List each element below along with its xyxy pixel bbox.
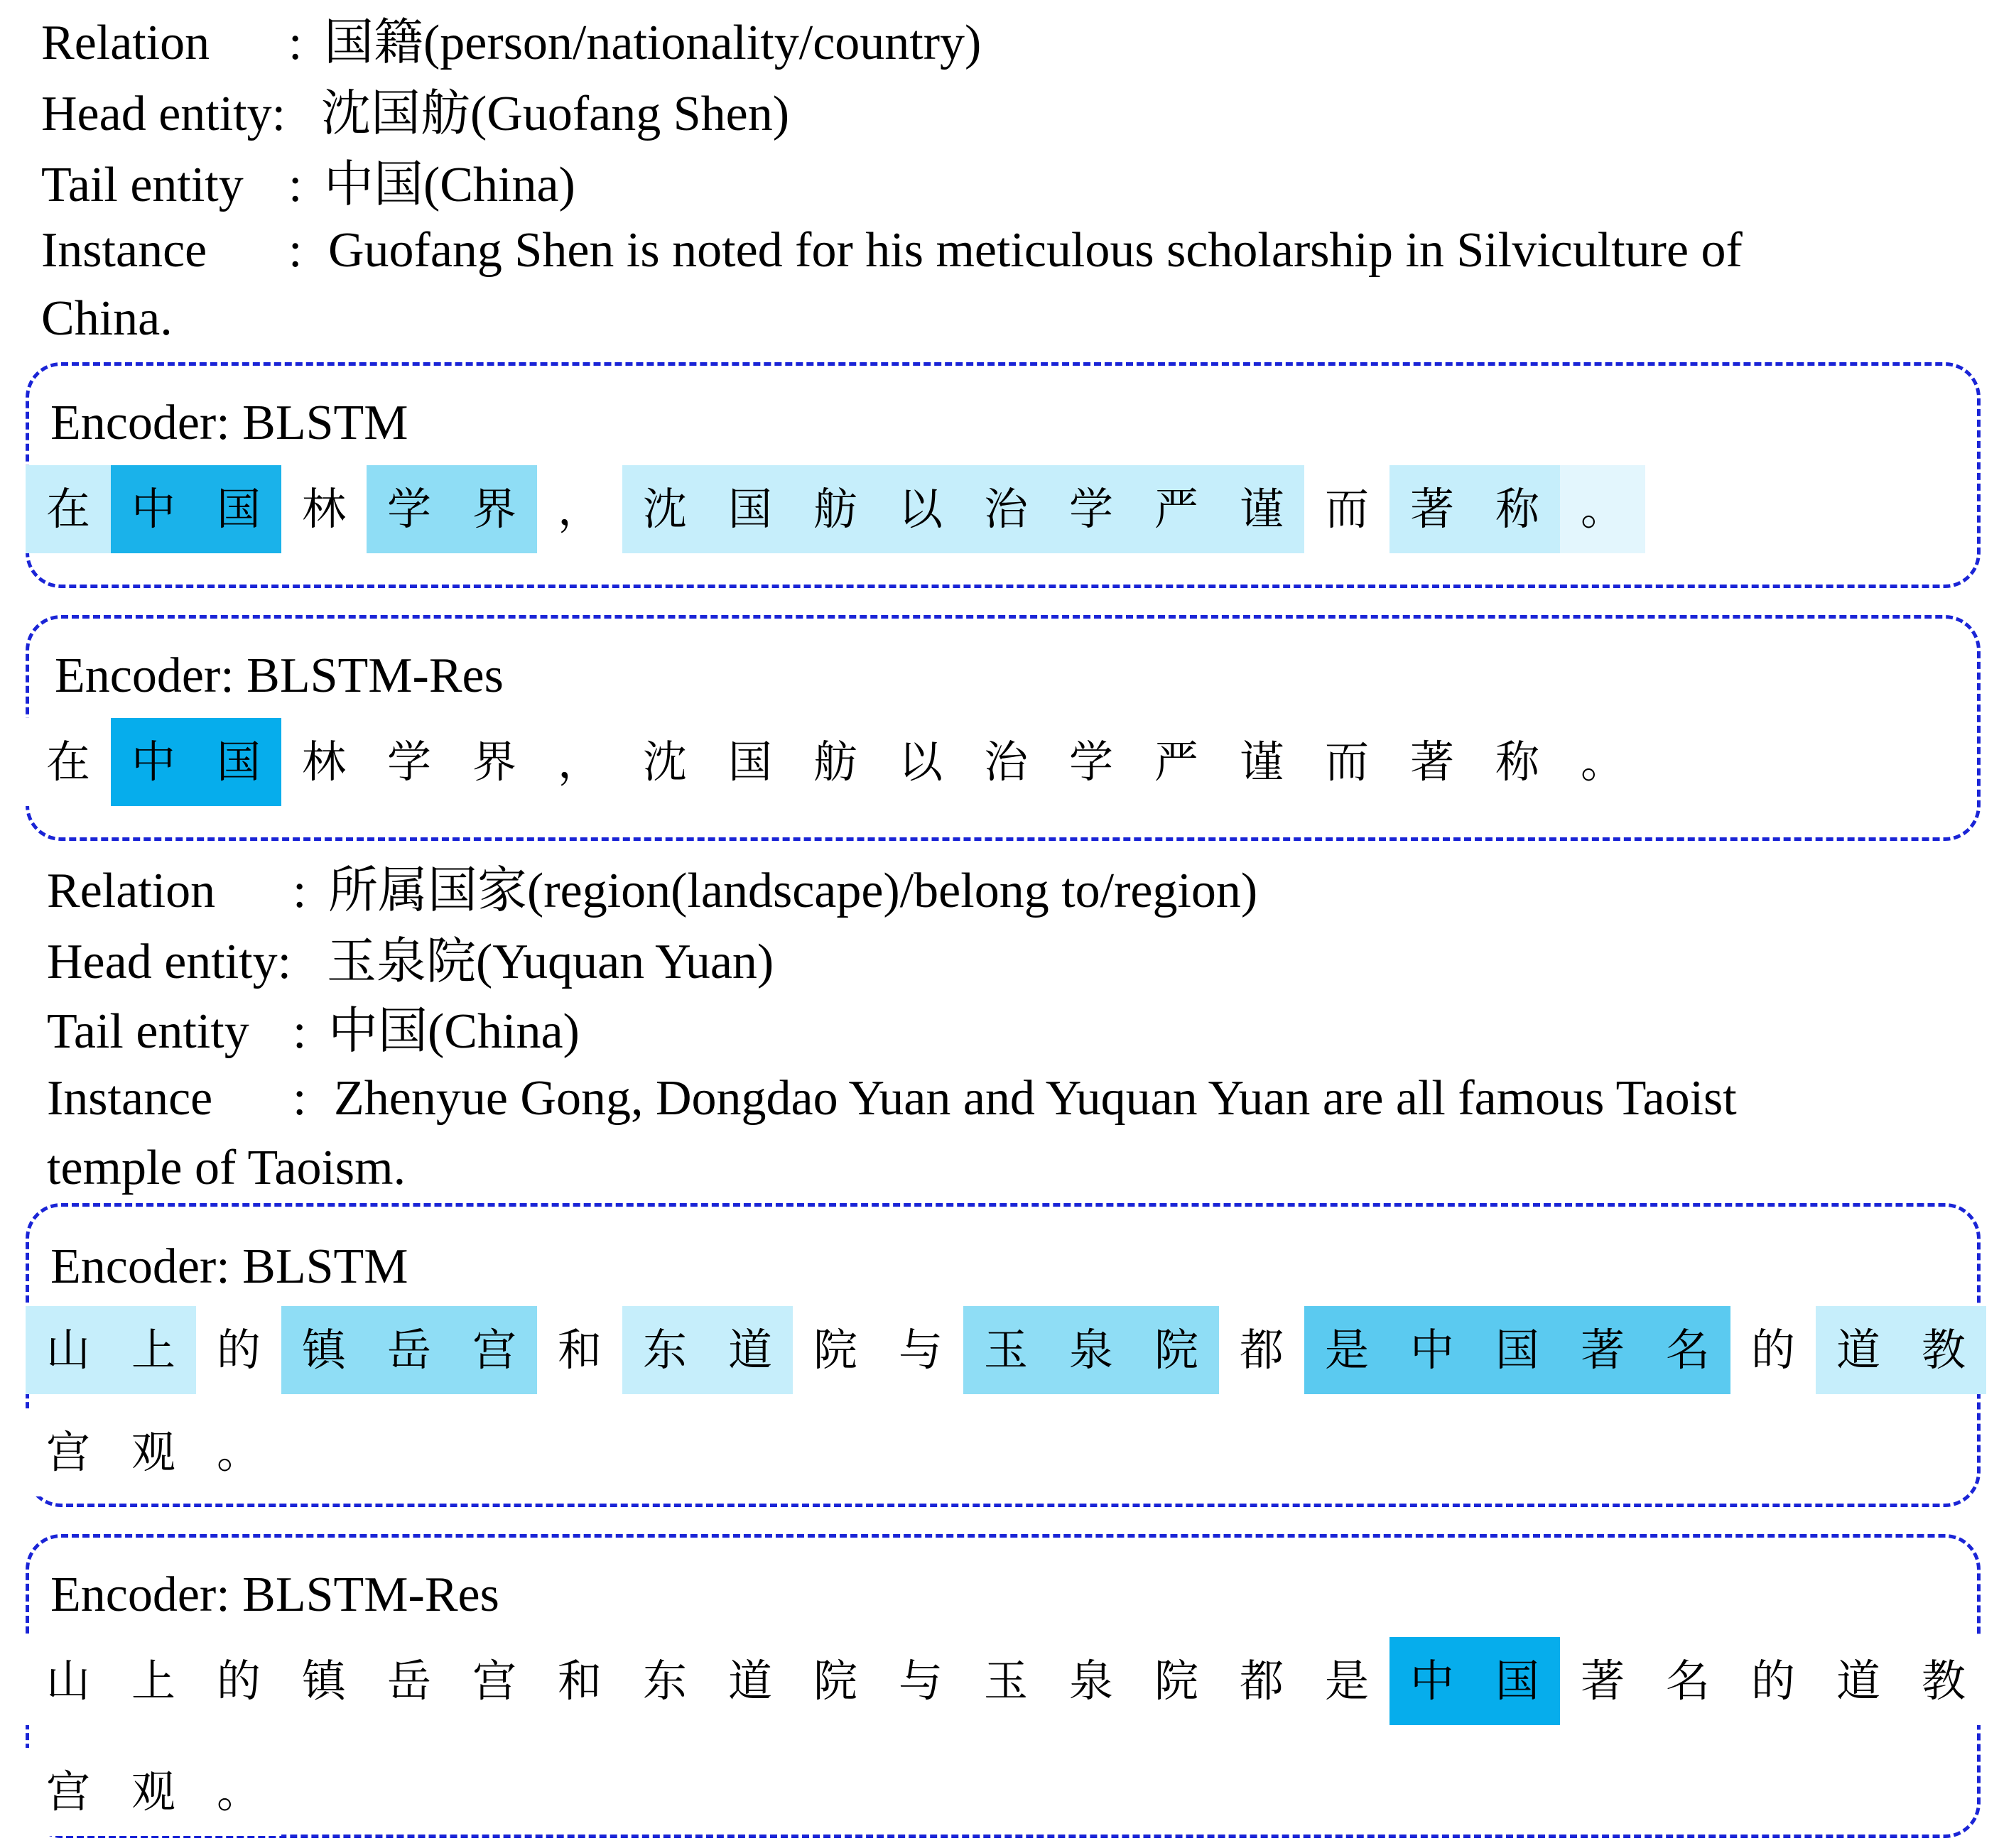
token-cell: 的 — [196, 1306, 281, 1394]
encoder-panel-blstm-res — [26, 1534, 1981, 1838]
encoder-title: Encoder: BLSTM-Res — [50, 1567, 499, 1622]
tail-entity-colon: : — [288, 158, 303, 212]
token-cell: 而 — [1304, 465, 1389, 553]
token-cell: 宫 — [26, 1748, 111, 1836]
token-cell: 治 — [963, 718, 1049, 806]
instance-text: Guofang Shen is noted for his meticulous scholarship in Silviculture of — [328, 223, 1743, 278]
tail-entity-label: Tail entity — [47, 1004, 249, 1059]
token-cell: 东 — [622, 1637, 708, 1725]
token-cell: 宫 — [452, 1306, 537, 1394]
instance-colon: : — [288, 223, 303, 278]
head-entity-label: Head entity: — [47, 935, 292, 989]
token-cell: 观 — [111, 1748, 196, 1836]
token-cell: 道 — [1816, 1637, 1901, 1725]
token-cell: 在 — [26, 718, 111, 806]
token-cell: 著 — [1560, 1306, 1645, 1394]
token-cell: 治 — [963, 465, 1049, 553]
token-cell: 名 — [1645, 1637, 1730, 1725]
token-cell: 。 — [1560, 465, 1645, 553]
token-cell: 。 — [196, 1748, 281, 1836]
token-cell: 严 — [1134, 465, 1219, 553]
instance-label: Instance — [47, 1071, 213, 1126]
token-cell: 国 — [196, 465, 281, 553]
encoder-panel-blstm-res — [26, 615, 1981, 841]
token-cell: 在 — [26, 465, 111, 553]
encoder-title: Encoder: BLSTM — [50, 1239, 408, 1294]
token-cell: 国 — [1475, 1637, 1560, 1725]
token-cell: 沈 — [622, 465, 708, 553]
token-cell: 舫 — [793, 718, 878, 806]
token-cell: 著 — [1560, 1637, 1645, 1725]
token-cell: 山 — [26, 1637, 111, 1725]
token-cell: 称 — [1475, 465, 1560, 553]
token-cell: ， — [537, 718, 622, 806]
encoder-panel-blstm — [26, 1203, 1981, 1507]
relation-label: Relation — [47, 864, 216, 918]
token-cell: 中 — [1389, 1306, 1475, 1394]
head-entity-value: 玉泉院(Yuquan Yuan) — [327, 935, 774, 989]
token-cell: 院 — [793, 1637, 878, 1725]
token-cell: 中 — [111, 465, 196, 553]
token-cell: 教 — [1901, 1306, 1986, 1394]
token-cell: 道 — [1816, 1306, 1901, 1394]
token-cell: 和 — [537, 1306, 622, 1394]
token-cell: 镇 — [281, 1637, 367, 1725]
tail-entity-colon: : — [293, 1004, 307, 1059]
token-cell: 教 — [1901, 1637, 1986, 1725]
token-cell: 称 — [1475, 718, 1560, 806]
instance-colon: : — [293, 1071, 307, 1126]
token-cell: 院 — [1134, 1306, 1219, 1394]
token-cell: ， — [537, 465, 622, 553]
encoder-panel-blstm — [26, 362, 1981, 588]
token-cell: 泉 — [1049, 1306, 1134, 1394]
token-cell: 林 — [281, 718, 367, 806]
token-cell: 的 — [196, 1637, 281, 1725]
relation-colon: : — [293, 864, 307, 918]
token-cell: 道 — [708, 1306, 793, 1394]
token-cell: 泉 — [1049, 1637, 1134, 1725]
token-cell: 都 — [1219, 1637, 1304, 1725]
token-cell: 著 — [1389, 718, 1475, 806]
encoder-title: Encoder: BLSTM-Res — [55, 648, 504, 703]
token-cell: 中 — [111, 718, 196, 806]
token-cell: 与 — [878, 1306, 963, 1394]
token-cell: 玉 — [963, 1306, 1049, 1394]
token-cell: 中 — [1389, 1637, 1475, 1725]
token-cell: 是 — [1304, 1306, 1389, 1394]
token-cell: 院 — [793, 1306, 878, 1394]
token-cell: 东 — [622, 1306, 708, 1394]
token-cell: 严 — [1134, 718, 1219, 806]
tail-entity-value: 中国(China) — [324, 158, 575, 212]
token-cell: 以 — [878, 718, 963, 806]
head-entity-label: Head entity: — [41, 87, 286, 141]
token-cell: 界 — [452, 718, 537, 806]
token-cell: 院 — [1134, 1637, 1219, 1725]
token-cell: 观 — [111, 1408, 196, 1496]
tail-entity-value: 中国(China) — [328, 1004, 580, 1059]
token-cell: 宫 — [26, 1408, 111, 1496]
token-cell: 学 — [367, 718, 452, 806]
token-cell: 名 — [1645, 1306, 1730, 1394]
token-cell: 学 — [1049, 465, 1134, 553]
token-cell: 和 — [537, 1637, 622, 1725]
token-cell: 谨 — [1219, 718, 1304, 806]
token-cell: 沈 — [622, 718, 708, 806]
token-cell: 国 — [196, 718, 281, 806]
token-cell: 的 — [1730, 1637, 1816, 1725]
token-cell: 与 — [878, 1637, 963, 1725]
instance-text: Zhenyue Gong, Dongdao Yuan and Yuquan Yuan are all famous Taoist — [334, 1071, 1737, 1126]
token-cell: 谨 — [1219, 465, 1304, 553]
tail-entity-label: Tail entity — [41, 158, 244, 212]
token-cell: 林 — [281, 465, 367, 553]
token-cell: 。 — [196, 1408, 281, 1496]
token-cell: 国 — [1475, 1306, 1560, 1394]
token-cell: 岳 — [367, 1306, 452, 1394]
instance-text-cont: temple of Taoism. — [47, 1141, 406, 1195]
token-cell: 宫 — [452, 1637, 537, 1725]
token-cell: 国 — [708, 465, 793, 553]
head-entity-value: 沈国舫(Guofang Shen) — [321, 87, 790, 141]
token-cell: 都 — [1219, 1306, 1304, 1394]
token-cell: 国 — [708, 718, 793, 806]
instance-label: Instance — [41, 223, 207, 278]
token-cell: 学 — [367, 465, 452, 553]
token-cell: 道 — [708, 1637, 793, 1725]
token-cell: 界 — [452, 465, 537, 553]
token-cell: 的 — [1730, 1306, 1816, 1394]
token-cell: 山 — [26, 1306, 111, 1394]
token-cell: 镇 — [281, 1306, 367, 1394]
relation-value: 所属国家(region(landscape)/belong to/region) — [328, 864, 1258, 918]
token-cell: 上 — [111, 1306, 196, 1394]
token-cell: 是 — [1304, 1637, 1389, 1725]
token-cell: 上 — [111, 1637, 196, 1725]
token-cell: 。 — [1560, 718, 1645, 806]
token-cell: 而 — [1304, 718, 1389, 806]
relation-label: Relation — [41, 16, 210, 70]
token-cell: 学 — [1049, 718, 1134, 806]
instance-text-cont: China. — [41, 291, 173, 346]
token-cell: 玉 — [963, 1637, 1049, 1725]
encoder-title: Encoder: BLSTM — [50, 396, 408, 450]
relation-colon: : — [288, 16, 303, 70]
token-cell: 以 — [878, 465, 963, 553]
relation-value: 国籍(person/nationality/country) — [324, 16, 982, 70]
token-cell: 舫 — [793, 465, 878, 553]
token-cell: 著 — [1389, 465, 1475, 553]
token-cell: 岳 — [367, 1637, 452, 1725]
